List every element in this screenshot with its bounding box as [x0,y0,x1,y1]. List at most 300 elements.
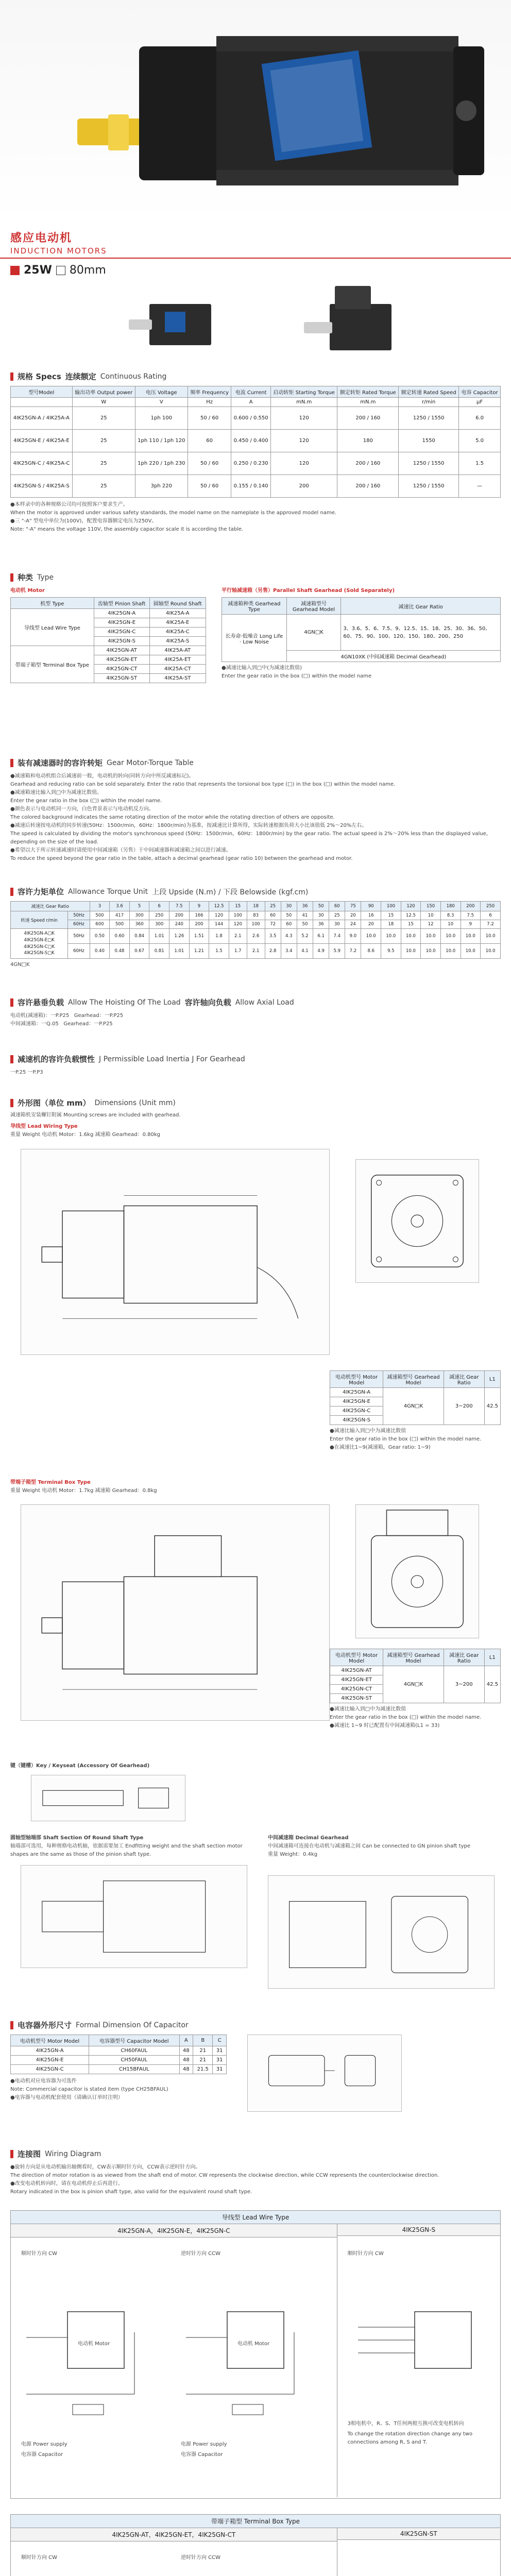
specs-heading-cn2: 连续额定 [65,372,96,381]
cap-cell: 4IK25GN-E [11,2056,89,2065]
lead-type-label: 导线型 Lead Wire Type [11,609,94,646]
note-line: ●在减速比1~9(减速箱，Gear ratio: 1~9) [330,1445,431,1450]
dims-motor: 4IK25GN-A [330,1388,383,1397]
torque-value50: 4.3 [281,929,297,944]
gear-model: 4GN□K [286,615,341,651]
wiring-lead-head: 导线型 Lead Wire Type [11,2211,500,2224]
torque-ratio: 150 [421,902,441,911]
wiring-section [10,2148,501,2196]
torque-speed50: 10 [421,911,441,920]
wiring-term-head: 带端子箱型 Terminal Box Type [11,2515,500,2528]
torque-speed50: 50 [281,911,297,920]
heading-bar [10,888,13,896]
note-line: Note: Commercial capacitor is stated item (type CH25BFAUL) [10,2087,168,2092]
table-row [11,407,501,430]
torque-speed50: 417 [110,911,130,920]
torque-value60: 5.9 [329,944,345,959]
torque-table [10,901,501,959]
wiring-three-note-en: To change the rotation direction change any two connections among R, S and T. [347,2431,473,2445]
torque-speed60: 20 [361,920,381,929]
heading-bar [10,998,13,1007]
torque-speed60: 240 [169,920,190,929]
specs-heading-cn: 规格 Specs [18,372,61,381]
note-line: Enter the gear ratio in the box (□) within the model name. [330,1436,482,1442]
torque-heading-cn: 容许力矩单位 [18,887,64,896]
note-line: ●减速比 1~9 时已配置有中间减速箱(L1 = 33) [330,1723,440,1728]
dims-col: L1 [484,1649,500,1666]
torque-ratio: 3 [90,902,110,911]
note-line: ●减速比输入到□中为减速比数值 [330,1706,406,1712]
torque-value60: 10.0 [421,944,441,959]
spec-speed: 1550 [399,430,459,452]
torque-value60: 10.0 [401,944,421,959]
torque-speed60: 60 [281,920,297,929]
torque-ratio-row [11,902,501,911]
gear-note: ●减速比输入到□中(为减速比数值) [222,665,302,671]
capacitor-heading-cn: 电容器外形尺寸 [18,2021,72,2030]
torque-ratio: 15 [229,902,247,911]
torque-value60: 10.0 [481,944,501,959]
cap-cell: CH15BFAUL [89,2065,179,2074]
torque-speed60: 360 [129,920,149,929]
table-row [11,609,206,618]
torque-value60: 1.21 [189,944,209,959]
heading-bar [10,2150,13,2158]
dims-note: 减速箱机安装螺钉附属 Mounting screws are included with gearhead. [10,1112,181,1118]
table-row [330,1388,501,1397]
note-line: ●减速箱速比输入到□中为减速比数值。 [10,790,103,795]
torque-hz60: 60Hz [68,944,90,959]
cap-col: 电容器型号 Capacitor Model [89,2035,179,2046]
note-line: ●三 "-A" 型电中单位为(100V)，配置电容器额定电压为250V。 [10,518,157,524]
torque-ratio: 200 [461,902,481,911]
torque-model: 4IK25GN-A□K [24,931,55,936]
spec-current: 0.155 / 0.140 [231,475,271,498]
torque-value50: 0.60 [110,929,130,944]
capacitor-heading-en: Formal Dimension Of Capacitor [76,2021,189,2029]
torque-value50: 9.0 [345,929,361,944]
spec-voltage: 1ph 110 / 1ph 120 [135,430,188,452]
dims-motor: 4IK25GN-S [330,1416,383,1425]
wiring-term-three: 4IK25GN-ST [337,2528,500,2540]
spec-start: 120 [270,452,337,475]
dims-motor: 4IK25GN-AT [330,1666,383,1675]
note-line: ●电动机对应电容器为可选件 [10,2078,77,2084]
gear-label: 平行轴减速箱（另售）Parallel Shaft Gearhead (Sold Separately) [222,588,395,594]
torque-speed50: 12.5 [401,911,421,920]
wiring-terminal-box [10,2514,501,2576]
round-shaft-drawing [21,1865,247,1968]
note-line: ●旋转方向是从电动机输出轴侧看时，CW表示顺时针方向，CCW表示逆时针方向。 [10,2164,201,2170]
torque-ratio: 250 [481,902,501,911]
torque-speed50: 500 [90,911,110,920]
cap-cell: 31 [213,2065,227,2074]
spec-cap: 6.0 [459,407,501,430]
cap-cell: CH50FAUL [89,2056,179,2065]
torque-speed50: 300 [129,911,149,920]
dims-round-head: 圆轴型轴端部 Shaft Section Of Round Shaft Type [10,1835,144,1841]
spec-power: 25 [72,452,135,475]
torque-value50: 5.2 [297,929,313,944]
spec-model: 4IK25GN-A / 4IK25A-A [11,407,73,430]
torque-hz50: 50Hz [68,929,90,944]
torque-model: 4IK25GN-S□K [24,951,55,956]
torque-model: 4IK25GN-C□K [24,944,55,950]
gear-middle: 4GN10XK (中间减速箱 Decimal Gearhead) [286,651,500,662]
type-cell: 4IK25GN-S [94,637,149,646]
load-heading-en: Allow The Hoisting Of The Load [68,998,181,1007]
torque-value60: 10.0 [461,944,481,959]
gear-col: 减速比 Gear Ratio [341,598,501,615]
types-heading-en: Type [37,573,54,582]
gear-header-row [222,598,501,615]
torque-ratio: 30 [281,902,297,911]
table-row [11,2056,227,2065]
torque-speed60: 300 [149,920,169,929]
cap-col: B [193,2035,213,2046]
spec-start: 120 [270,430,337,452]
spec-speed: 1250 / 1550 [399,452,459,475]
torque-speed50: 6 [481,911,501,920]
dims-header-row [330,1649,501,1666]
torque-ratio: 75 [345,902,361,911]
gear-col: 减速箱型号 Gearhead Model [286,598,341,615]
dims-key-wrap [10,1762,501,1770]
dims-motor: 4IK25GN-ST [330,1694,383,1703]
torque-value50: 0.84 [129,929,149,944]
unit-cell [11,398,73,407]
types-section [10,572,501,683]
note-line: Enter the gear ratio in the box (□) within the model name. [10,798,162,804]
torque-value60: 1.7 [229,944,247,959]
cap-cell: 31 [213,2056,227,2065]
wiring-ccw-label: 逆时针方向 CCW [181,2555,221,2561]
unit-cell: A [231,398,271,407]
dims-motor: 4IK25GN-ET [330,1675,383,1685]
spec-freq: 50 / 60 [188,407,231,430]
torque-speed50: 200 [169,911,190,920]
cap-cell: 4IK25GN-C [11,2065,89,2074]
capacitor-notes [10,2077,227,2102]
torque-speed-label: 转速 Speed r/min [11,911,68,929]
gear-col: 减速箱种类 Gearhead Type [222,598,287,615]
torque-value50: 1.01 [149,929,169,944]
specs-heading [10,371,501,382]
torque-value60: 1.01 [169,944,190,959]
torque-speed50: 25 [329,911,345,920]
torque-value50: 10.0 [461,929,481,944]
wiring-term-models: 4IK25GN-AT，4IK25GN-ET，4IK25GN-CT [11,2528,337,2541]
types-col: 机型 Type [11,598,94,609]
torque-speed50: 41 [297,911,313,920]
torque-value60: 0.81 [149,944,169,959]
torque-speed60: 72 [265,920,281,929]
cap-cell: 21.5 [193,2065,213,2074]
cap-cell: 48 [179,2046,193,2056]
note-line: ●改变电动机转向时，请在电动机停止后再进行。 [10,2181,123,2187]
torque-speed50: 20 [345,911,361,920]
load-heading [10,997,501,1008]
specs-col: 启动转矩 Starting Torque [270,386,337,398]
load-heading-en2: Allow Axial Load [235,998,294,1007]
torque-ratio: 120 [401,902,421,911]
unit-cell: W [72,398,135,407]
torque-speed50: 166 [189,911,209,920]
category-title-en: INDUCTION MOTORS [10,246,107,256]
unit-cell: Hz [188,398,231,407]
type-cell: 4IK25GN-A [94,609,149,618]
table-row [222,615,501,651]
type-cell: 4IK25A-C [149,628,206,637]
note-line: Rotary indicated in the box is pinion shaft type, also valid for the equivalent round shaft type. [10,2189,252,2195]
terminal-type-front-view [355,1504,479,1638]
dims-round-note: 轴端部可选用，每种规格电动机轴，依据需要加工 Endfitting weight and the shaft section motor shapes are the same as those of the pinion shaft type. [10,1843,243,1857]
torque-ratio: 5 [129,902,149,911]
torque-value50: 3.5 [265,929,281,944]
dims-col: 电动机型号 Motor Model [330,1649,383,1666]
table-row [11,2065,227,2074]
dims-l1: 42.5 [484,1388,500,1425]
spec-cap: 1.5 [459,452,501,475]
torque-ratio: 60 [329,902,345,911]
torque-value60: 4.1 [297,944,313,959]
torque-speed50: 83 [247,911,265,920]
specs-col: 电容 Capacitor [459,386,501,398]
type-cell: 4IK25A-AT [149,646,206,655]
torque-speed50-row [11,911,501,920]
torque-value50: 1.51 [189,929,209,944]
load-heading-cn: 容许悬垂负载 [18,998,64,1007]
types-header-row [11,598,206,609]
torque-value50: 10.0 [381,929,401,944]
terminal-type-drawing [21,1504,330,1721]
torque-value50: 10.0 [440,929,461,944]
type-cell: 4IK25GN-C [94,628,149,637]
note-line: ●颜色表示与电动机同一方向，白色背景表示与电动机反方向。 [10,806,154,812]
hero-product-photo [0,0,511,222]
wiring-term-three-diagram [337,2564,500,2576]
wiring-power-label: 电源 Power supply [21,2442,67,2447]
cap-cell: 48 [179,2056,193,2065]
torque-value50: 2.1 [229,929,247,944]
torque-ratio: 50 [313,902,329,911]
torque-section [10,886,501,969]
note-line: ●本样录中的各种规格公司均可按照客户要求生产。 [10,502,128,507]
specs-units-row [11,398,501,407]
torque-speed50: 30 [313,911,329,920]
wiring-heading-en: Wiring Diagram [45,2149,101,2158]
rotation-section [10,757,501,863]
spec-power: 25 [72,407,135,430]
cap-cell: 21 [193,2056,213,2065]
specs-col: 频率 Frequency [188,386,231,398]
note-line: ●希望以大于所示转速减速时请使用中间减速箱（另售）于中间减速器和减速箱之间以进行减速。 [10,848,231,853]
spec-model: 4IK25GN-S / 4IK25A-S [11,475,73,498]
torque-speed60-row [11,920,501,929]
gear-note-en: Enter the gear ratio in the box (□) within the model name [222,673,372,679]
cap-cell: CH60FAUL [89,2046,179,2056]
dims-l1: 42.5 [484,1666,500,1703]
heading-bar [10,1055,13,1063]
torque-value60: 10.0 [440,944,461,959]
torque-ratio-label: 减速比 Gear Ratio [11,902,90,911]
torque-heading-en: Allowance Torque Unit [68,887,148,896]
spec-rated: 180 [337,430,399,452]
torque-value60: 2.8 [265,944,281,959]
cap-cell: 48 [179,2065,193,2074]
torque-value60: 0.40 [90,944,110,959]
torque-speed60: 500 [110,920,130,929]
spec-freq: 50 / 60 [188,452,231,475]
torque-value60: 9.5 [381,944,401,959]
dims-lead-notes [330,1427,501,1452]
capacitor-section [10,2020,501,2112]
dims-ratio: 3~200 [444,1666,484,1703]
dims-decimal-weight: 重量 Weight：0.4kg [268,1852,318,1857]
category-divider [0,258,511,259]
spec-start: 120 [270,407,337,430]
cap-cell: 21 [193,2046,213,2056]
spec-speed: 1250 / 1550 [399,407,459,430]
torque-ratio: 3.6 [110,902,130,911]
dims-col: 减速箱型号 Gearhead Model [383,1371,444,1388]
dims-round-wrap [10,1834,247,1859]
spec-model: 4IK25GN-E / 4IK25A-E [11,430,73,452]
cap-col: C [213,2035,227,2046]
wiring-cw-label: 顺时针方向 CW [21,2555,58,2561]
torque-value50: 6.1 [313,929,329,944]
torque-ratio: 100 [381,902,401,911]
wiring-motor-label: 电动机 Motor [237,2341,270,2347]
cap-cell: 31 [213,2046,227,2056]
lead-type-front-view [355,1159,479,1283]
table-row [11,646,206,655]
dims-heading-en: Dimensions (Unit mm) [94,1098,176,1107]
torque-value50: 2.6 [247,929,265,944]
note-line: The direction of motor rotation is as viewed from the shaft end of motor. CW represents the clockwise direction, while CCW represents the counterclockwise direction. [10,2173,439,2178]
specs-col: 型号Model [11,386,73,398]
heading-bar [10,1099,13,1107]
torque-speed50: 7.5 [461,911,481,920]
note-line: ●减速后转速按电动机的同步转速(50Hz：1500r/min，60Hz：1800r/min)为基准，按减速比计算所得，实际转速根据负荷大小比该值低 2%～20%左右。 [10,823,367,828]
wiring-three-model: 4IK25GN-S [337,2224,500,2236]
rotation-notes [10,772,501,863]
dims-term-head-wrap [10,1479,501,1495]
torque-value60: 4.9 [313,944,329,959]
spec-freq: 50 / 60 [188,475,231,498]
dims-term-weight: 重量 Weight 电动机 Motor：1.7kg 减速箱 Gearhead：0.8kg [10,1488,157,1494]
wiring-term-diagram [11,2564,337,2576]
capacitor-table [10,2035,227,2074]
torque-values60-row [11,944,501,959]
heading-bar [10,573,13,582]
dims-motor: 4IK25GN-E [330,1397,383,1406]
types-col: 齿轴型 Pinion Shaft [94,598,149,609]
torque-ratio: 18 [247,902,265,911]
specs-col: 电流 Current [231,386,271,398]
torque-value50: 10.0 [361,929,381,944]
motor-label: 电动机 Motor [10,588,45,594]
load-line: Gearhead：一P.P25 [63,1021,113,1027]
dims-col: 减速比 Gear Ratio [444,1649,484,1666]
capacitor-heading [10,2020,501,2030]
wiring-capacitor-label: 电容器 Capacitor [21,2452,63,2458]
specs-col: 电压 Voltage [135,386,188,398]
specs-notes [10,501,501,534]
dims-section [10,1097,501,1139]
torque-ratio: 6 [149,902,169,911]
wiring-cw-label: 顺时针方向 CW [21,2251,58,2257]
note-line: Note: "-A" means the voltage 110V, the assembly capacitor scale it is according the table. [10,527,244,532]
gear-type: 长寿命·低噪音 Long Life · Low Noise [222,615,287,662]
motor-types-table [10,597,206,683]
power-selected-label: 25W [24,264,52,277]
heading-bar [10,2021,13,2029]
type-cell: 4IK25GN-E [94,618,149,628]
spec-rated: 200 / 160 [337,475,399,498]
spec-voltage: 1ph 220 / 1ph 230 [135,452,188,475]
dims-header-row [330,1371,501,1388]
torque-ratio: 7.5 [169,902,190,911]
type-cell: 4IK25A-E [149,618,206,628]
category-title-cn: 感应电动机 [10,232,73,245]
wiring-heading-cn: 连接图 [18,2149,41,2159]
torque-hz50: 50Hz [68,911,90,920]
wiring-ccw-label: 逆时针方向 CCW [181,2251,221,2257]
note-line: Gearhead and reducing ratio can be sold separately. Enter the ratio that represents the torsional box type (□) in the box (□) within the model name. [10,782,396,787]
wiring-cw-label: 顺时针方向 CW [347,2251,384,2257]
specs-table [10,386,501,498]
torque-speed60: 12 [421,920,441,929]
table-row [11,452,501,475]
inertia-heading [10,1054,501,1064]
spec-current: 0.450 / 0.400 [231,430,271,452]
torque-speed60: 18 [381,920,401,929]
torque-value60: 3.4 [281,944,297,959]
torque-speed60: 15 [401,920,421,929]
dims-key-head: 键（键槽）Key / Keyseat (Accessory Of Gearhead) [10,1763,150,1769]
spec-cap: — [459,475,501,498]
torque-speed60: 10 [440,920,461,929]
torque-speed60: 30 [329,920,345,929]
dims-motor: 4IK25GN-C [330,1406,383,1416]
wiring-notes [10,2163,501,2196]
type-cell: 4IK25A-CT [149,665,206,674]
dims-lead-table [330,1370,501,1425]
type-cell: 4IK25GN-ET [94,655,149,665]
spec-start: 200 [270,475,337,498]
dims-decimal-wrap [268,1834,501,1859]
power-other-square [56,266,65,275]
torque-value50: 10.0 [421,929,441,944]
torque-value60: 7.2 [345,944,361,959]
type-cell: 4IK25GN-AT [94,646,149,655]
torque-speed60: 200 [189,920,209,929]
note-line: ●电容器与电动机配套使用（请确认订单时注明） [10,2095,123,2100]
torque-models [11,929,68,959]
dims-decimal-head: 中间减速箱 Decimal Gearhead [268,1835,349,1841]
specs-header-row [11,386,501,398]
inertia-line: 一P.25 一P.P3 [10,1070,43,1075]
spec-voltage: 1ph 100 [135,407,188,430]
torque-ratio: 36 [297,902,313,911]
note-line: Enter the gear ratio in the box (□) within the model name. [330,1715,482,1720]
load-notes [10,1012,501,1028]
torque-hz60: 60Hz [68,920,90,929]
torque-ratio: 25 [265,902,281,911]
capacitor-drawing [247,2035,402,2112]
wiring-three-diagram [337,2260,500,2415]
